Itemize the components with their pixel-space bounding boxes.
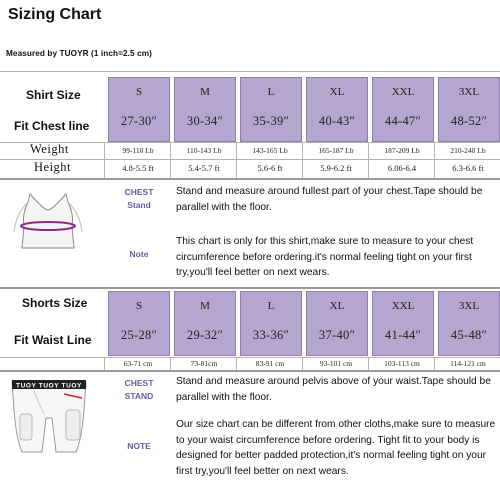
size-card-xxl [372,77,434,142]
size-label: XL [329,300,345,312]
height-value: 6.06-6.4 [387,163,417,173]
chest-range: 27-30″ [120,114,158,128]
cm-value: 93-101 cm [319,359,353,368]
weight-label: Weight [30,142,69,156]
height-value: 6.3-6.6 ft [452,163,484,173]
divider [0,287,500,289]
weight-value: 99-110 Lb [122,146,154,155]
padded-shorts-icon [4,374,96,458]
shirt-size-label: Shirt Size [26,88,81,102]
size-card-3xl [438,77,500,142]
height-value: 4.8-5.5 ft [122,163,154,173]
waist-range: 33-36″ [252,328,290,342]
size-card-l [240,77,302,142]
shorts-size-label: Shorts Size [22,296,88,310]
waist-range: 45-48″ [450,328,488,342]
page-title: Sizing Chart [8,6,102,23]
weight-value: 210-240 Lb [450,146,486,155]
size-label: L [267,300,275,312]
height-value: 5.4-5.7 ft [188,163,220,173]
chest-range: 48-52″ [450,114,488,128]
size-label: XL [329,86,345,98]
chest-range: 44-47″ [384,114,422,128]
divider [0,142,500,143]
instruction-tag: NOTE [127,441,151,451]
instruction-text: Stand and measure around fullest part of your chest.Tape should be parallel with the floor. [176,186,483,213]
size-card-xl [306,291,368,356]
size-card-m [174,291,236,356]
instruction-tag: Note [129,249,149,259]
instruction-text: This chart is only for this shirt,make sure to measure to your chest circumference before ordering.it's normal feeling tight on your first try,you'll feel better on next wears. [176,236,474,278]
fit-chest-label: Fit Chest line [14,119,90,133]
height-value: 5.9-6.2 ft [320,163,352,173]
height-value: 5.6-6 ft [257,163,283,173]
chest-range: 35-39″ [252,114,290,128]
size-label: M [200,300,210,312]
waist-range: 37-40″ [318,328,356,342]
chest-range: 30-34″ [186,114,224,128]
fit-waist-label: Fit Waist Line [14,333,92,347]
tank-top-icon [8,188,88,250]
instruction-text: Stand and measure around pelvis above of your waist.Tape should be parallel with the floor. [176,376,491,403]
measurement-note: Measured by TUOYR (1 inch=2.5 cm) [6,49,152,58]
size-label: XXL [391,86,415,98]
instruction-tag: CHEST STAND [124,378,154,401]
cm-value: 63-71 cm [123,359,153,368]
shorts-brand-band: TUOY TUOY TUOY [16,382,82,390]
waist-range: 25-28″ [120,328,158,342]
chest-range: 40-43″ [318,114,356,128]
divider [0,357,500,358]
size-card-xl [306,77,368,142]
size-card-xxl [372,291,434,356]
size-label: S [135,300,143,312]
instruction-text: Our size chart can be different from other cloths,make sure to measure to your waist circumference before ordering. Tight fit to your body is designed for better padded protection,it's normal feeling tight on your first try,you'll feel better on next wears. [176,419,496,477]
size-card-l [240,291,302,356]
waist-range: 29-32″ [186,328,224,342]
weight-value: 165-187 Lb [318,146,354,155]
size-label: M [200,86,210,98]
divider [0,178,500,180]
waist-range: 41-44″ [384,328,422,342]
weight-value: 143-165 Lb [252,146,288,155]
size-label: XXL [391,300,415,312]
divider [0,159,500,160]
weight-value: 187-209 Lb [384,146,420,155]
cm-value: 73-81cm [190,359,218,368]
size-card-m [174,77,236,142]
instruction-tag: CHEST Stand [124,187,154,210]
size-label: 3XL [458,86,480,98]
size-label: S [135,86,143,98]
size-card-s [108,77,170,142]
size-label: L [267,86,275,98]
size-card-s [108,291,170,356]
cm-value: 114-121 cm [450,359,486,368]
height-label: Height [34,160,72,174]
cm-value: 103-113 cm [384,359,420,368]
cm-value: 83-91 cm [255,359,285,368]
divider [0,370,500,372]
size-label: 3XL [458,300,480,312]
size-card-3xl [438,291,500,356]
weight-value: 110-143 Lb [186,146,222,155]
divider [0,71,500,72]
